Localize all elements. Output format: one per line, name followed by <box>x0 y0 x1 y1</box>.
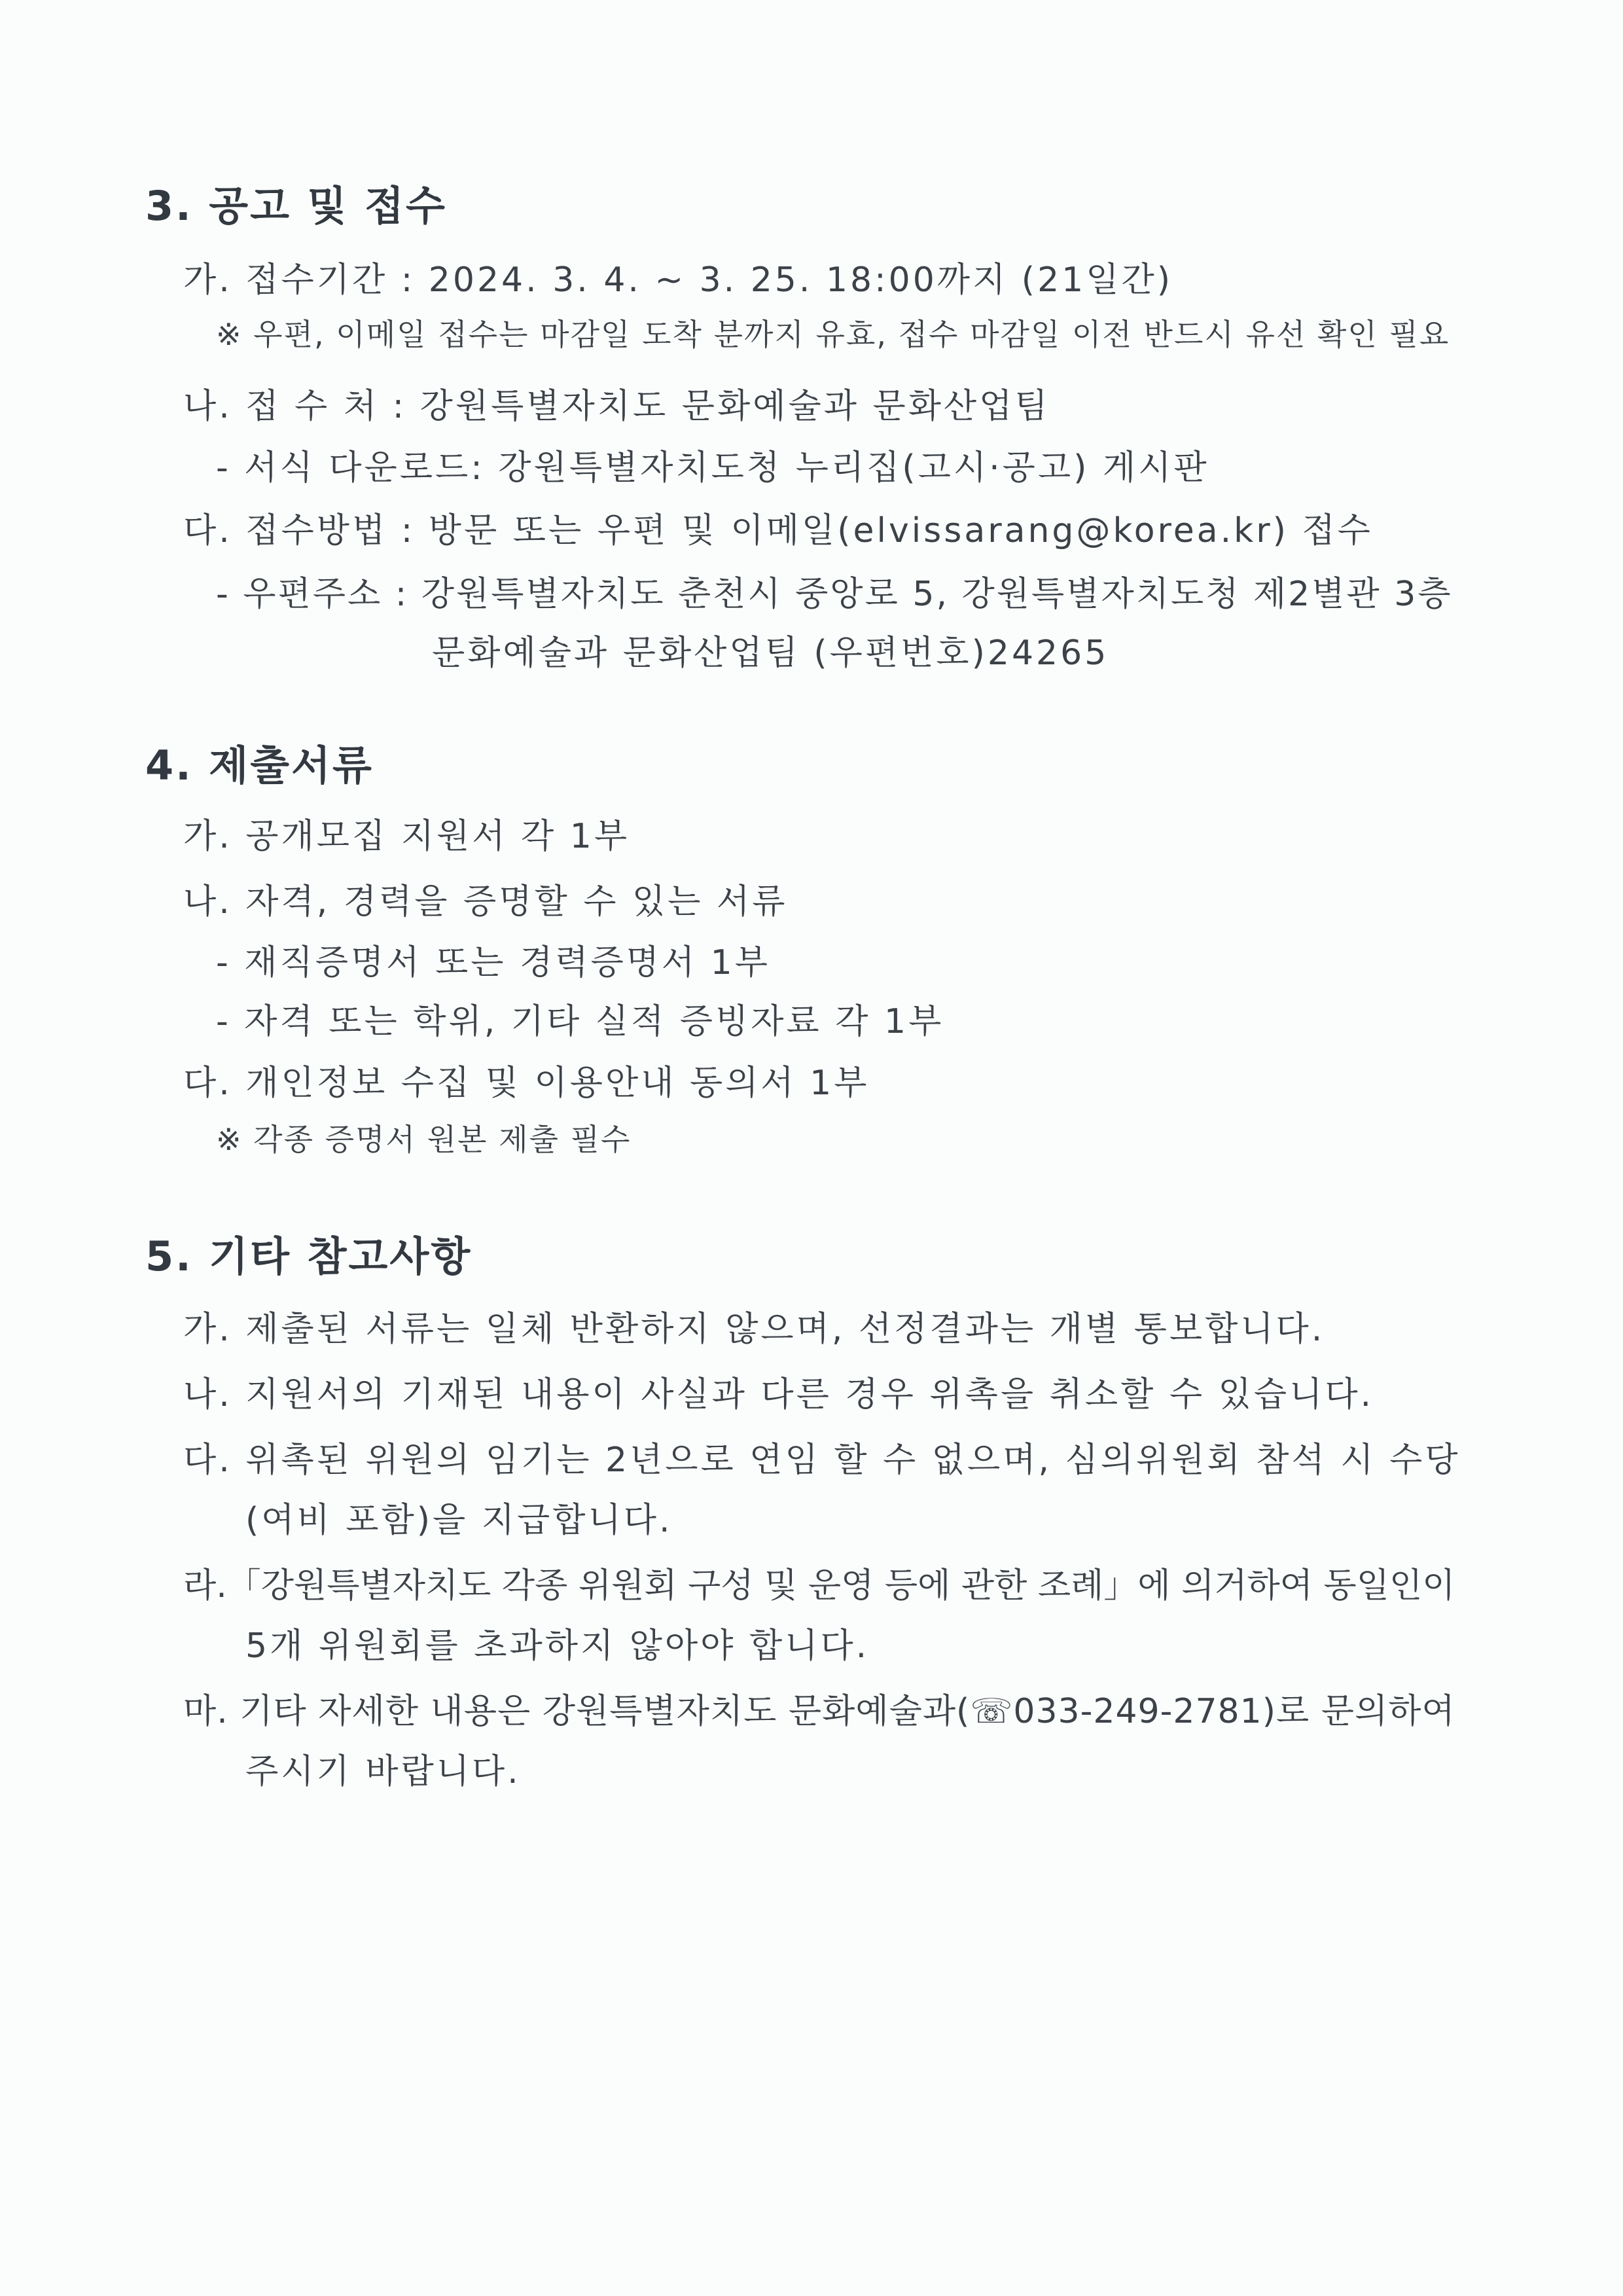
section-4-note: ※ 각종 증명서 원본 제출 필수 <box>216 1122 632 1157</box>
section-5-item-c-line2: (여비 포함)을 지급합니다. <box>245 1501 673 1540</box>
section-3-item-c: 다. 접수방법 : 방문 또는 우편 및 이메일(elvissarang@korea.kr) 접수 <box>183 511 1373 550</box>
section-4-item-b: 나. 자격, 경력을 증명할 수 있는 서류 <box>183 882 788 922</box>
section-5-title: 5. 기타 참고사항 <box>145 1232 473 1280</box>
section-3-item-a: 가. 접수기간 : 2024. 3. 4. ~ 3. 25. 18:00까지 (21일간) <box>183 260 1173 300</box>
section-3-title: 3. 공고 및 접수 <box>145 182 447 230</box>
section-3-item-b-sub: - 서식 다운로드: 강원특별자치도청 누리집(고시·공고) 게시판 <box>216 448 1209 488</box>
section-3-item-c-sub2: 문화예술과 문화산업팀 (우편번호)24265 <box>432 634 1109 673</box>
section-5-item-e-line2: 주시기 바랍니다. <box>245 1752 521 1791</box>
section-5-item-b: 나. 지원서의 기재된 내용이 사실과 다른 경우 위촉을 취소할 수 있습니다. <box>183 1375 1374 1414</box>
section-5-item-d-line2: 5개 위원회를 초과하지 않아야 합니다. <box>245 1626 870 1666</box>
section-3-item-a-note: ※ 우편, 이메일 접수는 마감일 도착 분까지 유효, 접수 마감일 이전 반드시 유선 확인 필요 <box>216 317 1450 352</box>
section-4-title: 4. 제출서류 <box>145 742 374 789</box>
section-4-item-b-sub1: - 재직증명서 또는 경력증명서 1부 <box>216 943 770 982</box>
section-5-item-d-line1: 라.「강원특별자치도 각종 위원회 구성 및 운영 등에 관한 조례」에 의거하여 동일인이 <box>183 1566 1455 1605</box>
section-4-item-c: 다. 개인정보 수집 및 이용안내 동의서 1부 <box>183 1064 870 1103</box>
section-5-item-e-line1: 마. 기타 자세한 내용은 강원특별자치도 문화예술과(☏033-249-2781)로 문의하여 <box>183 1692 1455 1731</box>
section-3-item-c-sub1: - 우편주소 : 강원특별자치도 춘천시 중앙로 5, 강원특별자치도청 제2별관 3층 <box>216 575 1453 614</box>
section-4-item-a: 가. 공개모집 지원서 각 1부 <box>183 817 630 856</box>
section-5-item-c-line1: 다. 위촉된 위원의 임기는 2년으로 연임 할 수 없으며, 심의위원회 참석 시 수당 <box>183 1441 1461 1480</box>
section-4-item-b-sub2: - 자격 또는 학위, 기타 실적 증빙자료 각 1부 <box>216 1002 944 1041</box>
section-5-item-a: 가. 제출된 서류는 일체 반환하지 않으며, 선정결과는 개별 통보합니다. <box>183 1310 1325 1349</box>
section-3-item-b: 나. 접 수 처 : 강원특별자치도 문화예술과 문화산업팀 <box>183 387 1050 426</box>
